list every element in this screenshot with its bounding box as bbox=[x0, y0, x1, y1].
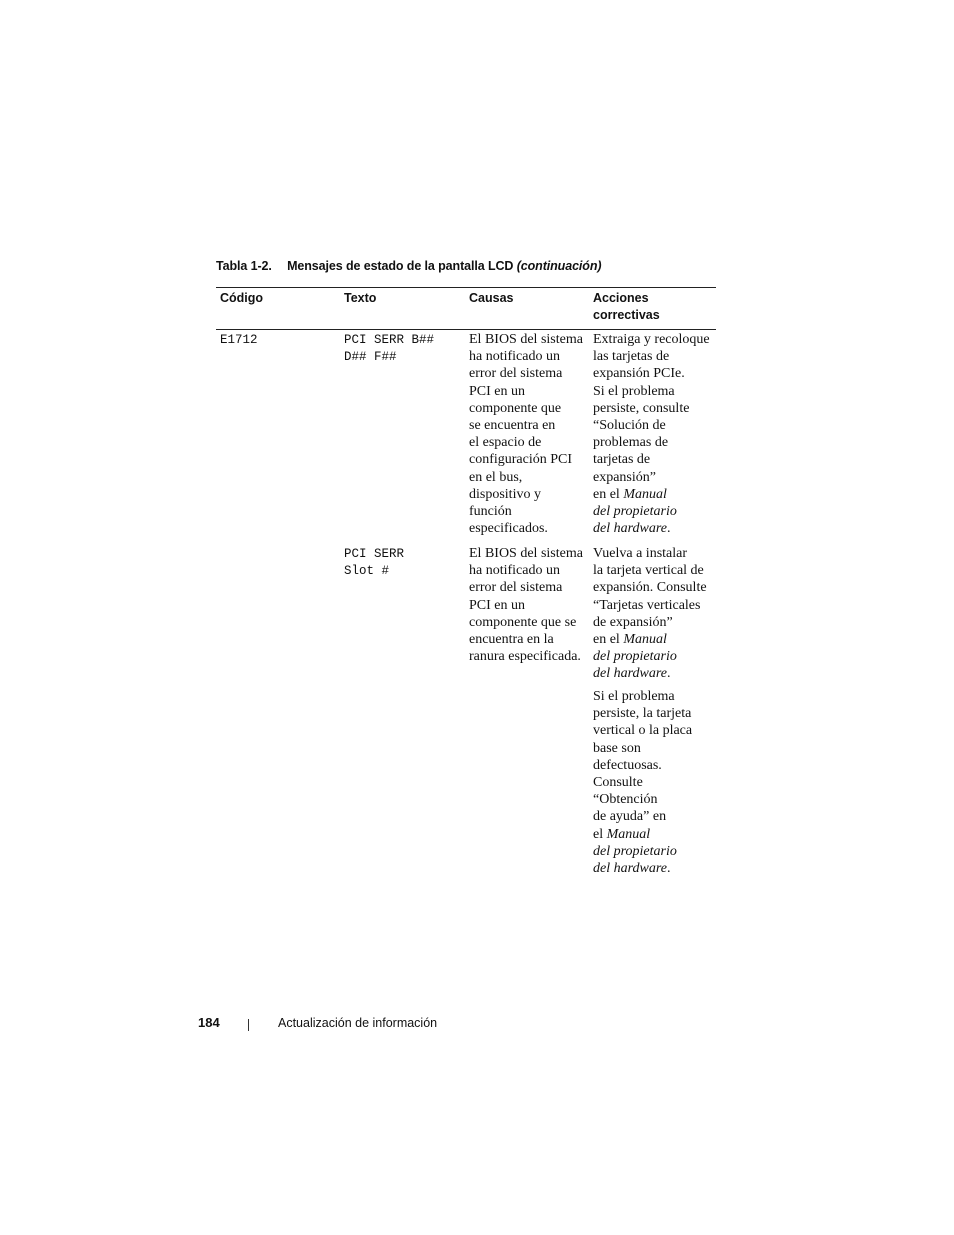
row2-text-line: PCI SERR bbox=[344, 547, 405, 561]
row1-causes bbox=[469, 331, 583, 537]
row2-cause-line: El BIOS del sistema bbox=[469, 546, 583, 561]
row1-action-ref-line bbox=[593, 486, 710, 503]
row2-action-line: Si el problema bbox=[593, 689, 675, 704]
row2a-ref-manual: Manual bbox=[623, 632, 667, 648]
table-caption-title: Mensajes de estado de la pantalla LCD bbox=[287, 259, 514, 273]
row2b-ref-hardware: del hardware bbox=[593, 861, 668, 877]
row2-action-line: expansión. Consulte bbox=[593, 580, 707, 596]
row1-ref-owner: del propietario bbox=[593, 504, 677, 520]
footer-divider bbox=[248, 1019, 249, 1031]
table-row bbox=[216, 330, 716, 544]
row2-action-line: vertical o la placa bbox=[593, 723, 693, 739]
row1-text-line: D## F## bbox=[344, 350, 397, 365]
row1-cause-line: configuración PCI bbox=[469, 452, 573, 468]
row2-action-line: Vuelva a instalar bbox=[593, 546, 688, 561]
row1-cause-line: error del sistema bbox=[469, 366, 563, 382]
row2-action-line: base son bbox=[593, 740, 641, 756]
row2a-ref-hardware: del hardware bbox=[593, 666, 668, 682]
row2-action-ref-line bbox=[593, 631, 707, 648]
row1-cause-line: ha notificado un bbox=[469, 349, 560, 365]
row1-cause-line: componente que bbox=[469, 400, 562, 416]
row2b-ref-owner: del propietario bbox=[593, 843, 677, 859]
row2-actions-a bbox=[593, 545, 707, 683]
row1-text-line: PCI SERR B## bbox=[344, 333, 435, 347]
row2a-ref-prefix: en el bbox=[593, 632, 624, 648]
row1-cause-line: El BIOS del sistema bbox=[469, 332, 583, 347]
row1-cause-line: en el bus, bbox=[469, 469, 523, 485]
row1-action-ref-line bbox=[593, 503, 710, 520]
row2-action-line: defectuosas. bbox=[593, 757, 662, 773]
row1-cause-line: el espacio de bbox=[469, 435, 542, 451]
row1-code: E1712 bbox=[220, 333, 258, 347]
row2b-ref-manual: Manual bbox=[606, 826, 651, 842]
row2-action-ref-line bbox=[593, 665, 707, 682]
row2-action-line: de ayuda” en bbox=[593, 809, 667, 825]
header-texto: Texto bbox=[344, 291, 377, 305]
row1-cause-line: PCI en un bbox=[469, 383, 525, 399]
row2-causes bbox=[469, 545, 583, 665]
row1-cause-line: dispositivo y bbox=[469, 486, 541, 502]
row2-action-ref-line bbox=[593, 860, 692, 877]
row1-action-ref-line bbox=[593, 520, 710, 537]
row2-action-line: la tarjeta vertical de bbox=[593, 563, 704, 579]
row2-cause-line: componente que se bbox=[469, 614, 577, 630]
row2-text bbox=[344, 546, 404, 580]
row1-action-line: expansión PCIe. bbox=[593, 366, 685, 382]
row2-action-line: Consulte bbox=[593, 775, 643, 791]
row2a-ref-end: . bbox=[667, 666, 671, 682]
row1-ref-hardware: del hardware bbox=[593, 521, 668, 537]
header-acciones bbox=[593, 290, 660, 324]
row1-action-line: expansión” bbox=[593, 469, 656, 485]
row2b-ref-end: . bbox=[667, 861, 671, 877]
row1-ref-prefix: en el bbox=[593, 486, 624, 502]
footer-section-title: Actualización de información bbox=[278, 1016, 438, 1030]
page-number: 184 bbox=[198, 1015, 220, 1030]
row1-action-line: problemas de bbox=[593, 435, 669, 451]
row1-cause-line: función bbox=[469, 504, 512, 520]
row2-action-line: persiste, la tarjeta bbox=[593, 706, 692, 722]
row1-cause-line: especificados. bbox=[469, 521, 548, 537]
lcd-status-table bbox=[216, 287, 716, 884]
table-caption bbox=[216, 259, 601, 273]
row2-cause-line: error del sistema bbox=[469, 580, 563, 596]
row2-cause-line: encuentra en la bbox=[469, 632, 554, 648]
table-row bbox=[216, 544, 716, 884]
row2-cause-line: ha notificado un bbox=[469, 563, 560, 579]
row2-action-line: “Tarjetas verticales bbox=[593, 597, 701, 613]
row2-action-ref-line bbox=[593, 648, 707, 665]
row1-text bbox=[344, 332, 434, 366]
row2a-ref-owner: del propietario bbox=[593, 649, 677, 665]
row2-cause-line: PCI en un bbox=[469, 597, 525, 613]
table-caption-label: Tabla 1-2. bbox=[216, 259, 272, 273]
row1-action-line: tarjetas de bbox=[593, 452, 651, 468]
row2-action-ref-line bbox=[593, 826, 692, 843]
row1-cause-line: se encuentra en bbox=[469, 418, 556, 434]
header-causas: Causas bbox=[469, 291, 514, 305]
row2-action-line: de expansión” bbox=[593, 614, 673, 630]
row1-action-line: “Solución de bbox=[593, 418, 666, 434]
table-caption-continuation: (continuación) bbox=[516, 259, 602, 273]
row2-cause-line: ranura especificada. bbox=[469, 649, 581, 665]
header-acciones-line1: Acciones bbox=[593, 291, 649, 305]
header-acciones-line2: correctivas bbox=[593, 308, 660, 322]
header-codigo: Código bbox=[220, 291, 264, 305]
table-header-row bbox=[216, 287, 716, 330]
row1-action-line: Si el problema bbox=[593, 383, 675, 399]
row2-text-line: Slot # bbox=[344, 564, 390, 579]
row1-ref-manual: Manual bbox=[623, 486, 667, 502]
row2-actions-b bbox=[593, 688, 692, 877]
row1-actions bbox=[593, 331, 710, 537]
row1-action-line: persiste, consulte bbox=[593, 400, 690, 416]
row1-action-line: las tarjetas de bbox=[593, 349, 670, 365]
row2b-ref-prefix: el bbox=[593, 826, 607, 842]
row2-action-ref-line bbox=[593, 843, 692, 860]
row1-action-line: Extraiga y recoloque bbox=[593, 332, 710, 347]
row2-action-line: “Obtención bbox=[593, 792, 658, 808]
row1-ref-end: . bbox=[667, 521, 671, 537]
